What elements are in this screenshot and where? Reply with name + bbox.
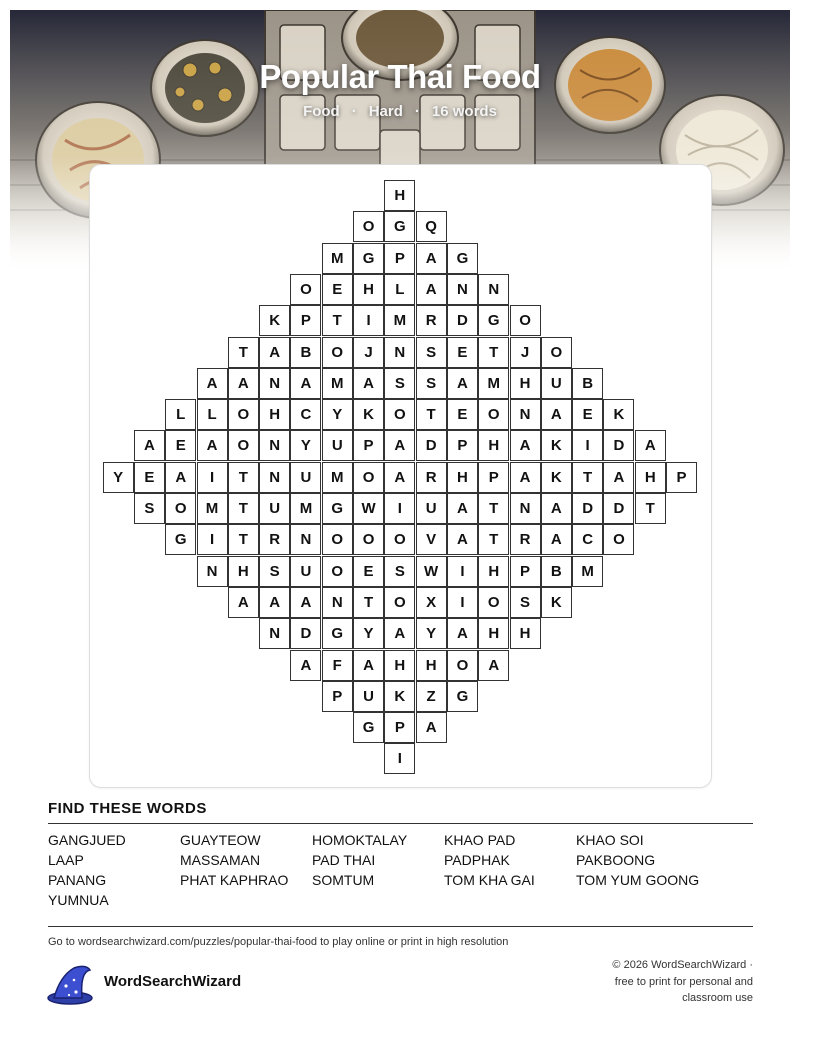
grid-cell[interactable]: J: [353, 337, 384, 368]
grid-cell[interactable]: U: [541, 368, 572, 399]
grid-cell[interactable]: N: [510, 399, 541, 430]
word-list-item: PAD THAI: [312, 852, 376, 868]
grid-cell[interactable]: H: [478, 618, 509, 649]
grid-cell[interactable]: A: [134, 430, 165, 461]
grid-cell[interactable]: A: [353, 368, 384, 399]
grid-cell[interactable]: R: [416, 305, 447, 336]
grid-cell[interactable]: O: [447, 650, 478, 681]
grid-cell[interactable]: C: [290, 399, 321, 430]
grid-cell[interactable]: A: [541, 399, 572, 430]
grid-cell[interactable]: T: [353, 587, 384, 618]
grid-cell[interactable]: H: [384, 650, 415, 681]
grid-cell[interactable]: N: [197, 556, 228, 587]
grid-cell[interactable]: U: [353, 681, 384, 712]
grid-cell[interactable]: K: [541, 462, 572, 493]
grid-cell[interactable]: N: [290, 524, 321, 555]
footer-link[interactable]: Go to wordsearchwizard.com/puzzles/popular-thai-food to play online or print in high resolution: [48, 936, 509, 948]
grid-cell[interactable]: Y: [322, 399, 353, 430]
grid-cell[interactable]: H: [510, 618, 541, 649]
grid-cell[interactable]: O: [322, 524, 353, 555]
grid-cell[interactable]: A: [197, 368, 228, 399]
grid-cell[interactable]: F: [322, 650, 353, 681]
grid-cell[interactable]: T: [478, 337, 509, 368]
meta-separator: ·: [351, 103, 357, 120]
grid-cell[interactable]: O: [384, 399, 415, 430]
grid-cell[interactable]: U: [416, 493, 447, 524]
grid-cell[interactable]: G: [165, 524, 196, 555]
grid-cell[interactable]: D: [290, 618, 321, 649]
grid-cell[interactable]: L: [165, 399, 196, 430]
grid-cell[interactable]: T: [572, 462, 603, 493]
grid-cell[interactable]: E: [447, 399, 478, 430]
grid-cell[interactable]: H: [384, 180, 415, 211]
category-label: Food: [303, 103, 340, 120]
divider: [48, 823, 753, 824]
grid-cell[interactable]: C: [572, 524, 603, 555]
grid-cell[interactable]: L: [384, 274, 415, 305]
grid-cell[interactable]: O: [384, 587, 415, 618]
grid-cell[interactable]: O: [478, 587, 509, 618]
grid-cell[interactable]: T: [322, 305, 353, 336]
grid-cell[interactable]: A: [290, 368, 321, 399]
grid-cell[interactable]: N: [322, 587, 353, 618]
word-list-item: PHAT KAPHRAO: [180, 872, 289, 888]
grid-cell[interactable]: M: [572, 556, 603, 587]
grid-cell[interactable]: A: [447, 493, 478, 524]
copyright-line: © 2026 WordSearchWizard ·: [612, 959, 753, 971]
grid-cell[interactable]: O: [228, 430, 259, 461]
grid-cell[interactable]: M: [322, 243, 353, 274]
grid-cell[interactable]: T: [635, 493, 666, 524]
grid-cell[interactable]: O: [290, 274, 321, 305]
grid-cell[interactable]: P: [510, 556, 541, 587]
grid-cell[interactable]: G: [478, 305, 509, 336]
grid-cell[interactable]: H: [416, 650, 447, 681]
word-list-item: MASSAMAN: [180, 852, 261, 868]
grid-cell[interactable]: O: [353, 524, 384, 555]
grid-cell[interactable]: E: [165, 430, 196, 461]
grid-cell[interactable]: I: [384, 493, 415, 524]
grid-cell[interactable]: D: [416, 430, 447, 461]
grid-cell[interactable]: Y: [353, 618, 384, 649]
grid-cell[interactable]: S: [384, 368, 415, 399]
grid-cell[interactable]: A: [259, 337, 290, 368]
grid-cell[interactable]: O: [478, 399, 509, 430]
grid-cell[interactable]: A: [290, 650, 321, 681]
grid-cell[interactable]: A: [416, 712, 447, 743]
grid-cell[interactable]: P: [322, 681, 353, 712]
grid-cell[interactable]: I: [353, 305, 384, 336]
grid-cell[interactable]: H: [478, 556, 509, 587]
grid-cell[interactable]: T: [228, 337, 259, 368]
grid-cell[interactable]: H: [635, 462, 666, 493]
word-list-item: KHAO SOI: [576, 832, 644, 848]
grid-cell[interactable]: K: [384, 681, 415, 712]
copyright-text: [560, 957, 753, 1007]
grid-cell[interactable]: A: [510, 462, 541, 493]
puzzle-meta: [10, 103, 790, 120]
grid-cell[interactable]: R: [510, 524, 541, 555]
word-list-item: YUMNUA: [48, 892, 109, 908]
grid-cell[interactable]: T: [228, 462, 259, 493]
grid-cell[interactable]: O: [165, 493, 196, 524]
grid-cell[interactable]: S: [510, 587, 541, 618]
grid-cell[interactable]: U: [290, 462, 321, 493]
grid-cell[interactable]: A: [228, 587, 259, 618]
grid-cell[interactable]: N: [447, 274, 478, 305]
grid-cell[interactable]: N: [478, 274, 509, 305]
grid-cell[interactable]: T: [478, 493, 509, 524]
grid-cell[interactable]: A: [384, 462, 415, 493]
grid-cell[interactable]: O: [322, 556, 353, 587]
grid-cell[interactable]: E: [353, 556, 384, 587]
grid-cell[interactable]: K: [259, 305, 290, 336]
grid-cell[interactable]: P: [384, 243, 415, 274]
grid-cell[interactable]: J: [510, 337, 541, 368]
grid-cell[interactable]: K: [541, 587, 572, 618]
grid-cell[interactable]: M: [384, 305, 415, 336]
grid-cell[interactable]: R: [416, 462, 447, 493]
grid-cell[interactable]: T: [478, 524, 509, 555]
grid-cell[interactable]: Y: [416, 618, 447, 649]
word-count-label: 16 words: [431, 103, 497, 120]
grid-cell[interactable]: K: [603, 399, 634, 430]
grid-cell[interactable]: U: [290, 556, 321, 587]
grid-cell[interactable]: T: [228, 524, 259, 555]
grid-cell[interactable]: H: [353, 274, 384, 305]
grid-cell[interactable]: W: [353, 493, 384, 524]
word-list-item: GANGJUED: [48, 832, 126, 848]
word-list-item: TOM YUM GOONG: [576, 872, 700, 888]
grid-cell[interactable]: W: [416, 556, 447, 587]
grid-cell[interactable]: A: [635, 430, 666, 461]
grid-cell[interactable]: S: [384, 556, 415, 587]
grid-cell[interactable]: P: [353, 430, 384, 461]
grid-cell[interactable]: H: [259, 399, 290, 430]
grid-cell[interactable]: A: [228, 368, 259, 399]
grid-cell[interactable]: S: [134, 493, 165, 524]
grid-cell[interactable]: M: [197, 493, 228, 524]
grid-cell[interactable]: G: [353, 712, 384, 743]
grid-cell[interactable]: P: [666, 462, 697, 493]
grid-cell[interactable]: B: [541, 556, 572, 587]
grid-cell[interactable]: I: [197, 462, 228, 493]
grid-cell[interactable]: N: [259, 462, 290, 493]
grid-cell[interactable]: G: [353, 243, 384, 274]
grid-cell[interactable]: Q: [416, 211, 447, 242]
grid-cell[interactable]: A: [541, 493, 572, 524]
grid-cell[interactable]: P: [478, 462, 509, 493]
grid-cell[interactable]: L: [197, 399, 228, 430]
divider: [48, 926, 753, 927]
grid-cell[interactable]: M: [478, 368, 509, 399]
grid-cell[interactable]: O: [322, 337, 353, 368]
grid-cell[interactable]: O: [228, 399, 259, 430]
puzzle-card: [89, 164, 712, 788]
grid-cell[interactable]: Y: [103, 462, 134, 493]
grid-cell[interactable]: H: [447, 462, 478, 493]
grid-cell[interactable]: I: [447, 556, 478, 587]
word-list-item: GUAYTEOW: [180, 832, 261, 848]
word-list-item: SOMTUM: [312, 872, 375, 888]
grid-cell[interactable]: D: [603, 493, 634, 524]
puzzle-title: Popular Thai Food: [259, 58, 541, 95]
grid-cell[interactable]: P: [447, 430, 478, 461]
grid-cell[interactable]: P: [290, 305, 321, 336]
word-list-item: KHAO PAD: [444, 832, 516, 848]
grid-cell[interactable]: T: [416, 399, 447, 430]
grid-cell[interactable]: U: [259, 493, 290, 524]
grid-cell[interactable]: G: [447, 243, 478, 274]
grid-cell[interactable]: B: [572, 368, 603, 399]
grid-cell[interactable]: H: [228, 556, 259, 587]
word-list-heading: FIND THESE WORDS: [48, 800, 207, 817]
grid-cell[interactable]: E: [447, 337, 478, 368]
grid-cell[interactable]: A: [353, 650, 384, 681]
word-list-item: PAKBOONG: [576, 852, 656, 868]
grid-cell[interactable]: O: [510, 305, 541, 336]
grid-cell[interactable]: K: [541, 430, 572, 461]
grid-cell[interactable]: N: [259, 430, 290, 461]
grid-cell[interactable]: V: [416, 524, 447, 555]
grid-cell[interactable]: M: [322, 462, 353, 493]
grid-cell[interactable]: S: [416, 337, 447, 368]
grid-cell[interactable]: H: [510, 368, 541, 399]
grid-cell[interactable]: A: [290, 587, 321, 618]
word-list-item: PADPHAK: [444, 852, 510, 868]
grid-cell[interactable]: N: [384, 337, 415, 368]
grid-cell[interactable]: E: [134, 462, 165, 493]
grid-cell[interactable]: A: [478, 650, 509, 681]
grid-cell[interactable]: I: [384, 743, 415, 774]
word-list-item: LAAP: [48, 852, 84, 868]
grid-cell[interactable]: G: [322, 618, 353, 649]
grid-cell[interactable]: S: [416, 368, 447, 399]
grid-cell[interactable]: G: [384, 211, 415, 242]
grid-cell[interactable]: P: [384, 712, 415, 743]
difficulty-label: Hard: [368, 103, 403, 120]
grid-cell[interactable]: D: [447, 305, 478, 336]
grid-cell[interactable]: E: [322, 274, 353, 305]
grid-cell[interactable]: A: [416, 243, 447, 274]
grid-cell[interactable]: A: [384, 430, 415, 461]
grid-cell[interactable]: T: [228, 493, 259, 524]
grid-cell[interactable]: O: [353, 211, 384, 242]
grid-cell[interactable]: A: [416, 274, 447, 305]
word-list-item: HOMOKTALAY: [312, 832, 408, 848]
grid-cell[interactable]: S: [259, 556, 290, 587]
grid-cell[interactable]: Y: [290, 430, 321, 461]
grid-cell[interactable]: K: [353, 399, 384, 430]
grid-cell[interactable]: U: [322, 430, 353, 461]
grid-cell[interactable]: I: [572, 430, 603, 461]
grid-cell[interactable]: R: [259, 524, 290, 555]
copyright-line: classroom use: [682, 992, 753, 1004]
grid-cell[interactable]: M: [322, 368, 353, 399]
word-list-item: PANANG: [48, 872, 107, 888]
grid-cell[interactable]: X: [416, 587, 447, 618]
grid-cell[interactable]: O: [541, 337, 572, 368]
grid-cell[interactable]: O: [384, 524, 415, 555]
grid-cell[interactable]: B: [290, 337, 321, 368]
grid-cell[interactable]: N: [259, 368, 290, 399]
grid-cell[interactable]: D: [572, 493, 603, 524]
word-list-item: TOM KHA GAI: [444, 872, 535, 888]
grid-cell[interactable]: I: [447, 587, 478, 618]
grid-cell[interactable]: A: [447, 368, 478, 399]
grid-cell[interactable]: A: [259, 587, 290, 618]
grid-cell[interactable]: G: [447, 681, 478, 712]
grid-cell[interactable]: A: [384, 618, 415, 649]
grid-cell[interactable]: I: [197, 524, 228, 555]
meta-separator: ·: [414, 103, 420, 120]
grid-cell[interactable]: G: [322, 493, 353, 524]
brand-name: WordSearchWizard: [104, 973, 242, 990]
grid-cell[interactable]: H: [478, 430, 509, 461]
grid-cell[interactable]: A: [447, 524, 478, 555]
grid-cell[interactable]: A: [447, 618, 478, 649]
grid-cell[interactable]: A: [510, 430, 541, 461]
grid-cell[interactable]: N: [510, 493, 541, 524]
grid-cell[interactable]: O: [353, 462, 384, 493]
grid-cell[interactable]: N: [259, 618, 290, 649]
grid-cell[interactable]: E: [572, 399, 603, 430]
grid-cell[interactable]: O: [603, 524, 634, 555]
grid-cell[interactable]: Z: [416, 681, 447, 712]
grid-cell[interactable]: A: [165, 462, 196, 493]
copyright-line: free to print for personal and: [614, 975, 753, 988]
grid-cell[interactable]: A: [603, 462, 634, 493]
grid-cell[interactable]: A: [197, 430, 228, 461]
grid-cell[interactable]: A: [541, 524, 572, 555]
wizard-hat-icon: [46, 962, 94, 1011]
grid-cell[interactable]: M: [290, 493, 321, 524]
grid-cell[interactable]: D: [603, 430, 634, 461]
